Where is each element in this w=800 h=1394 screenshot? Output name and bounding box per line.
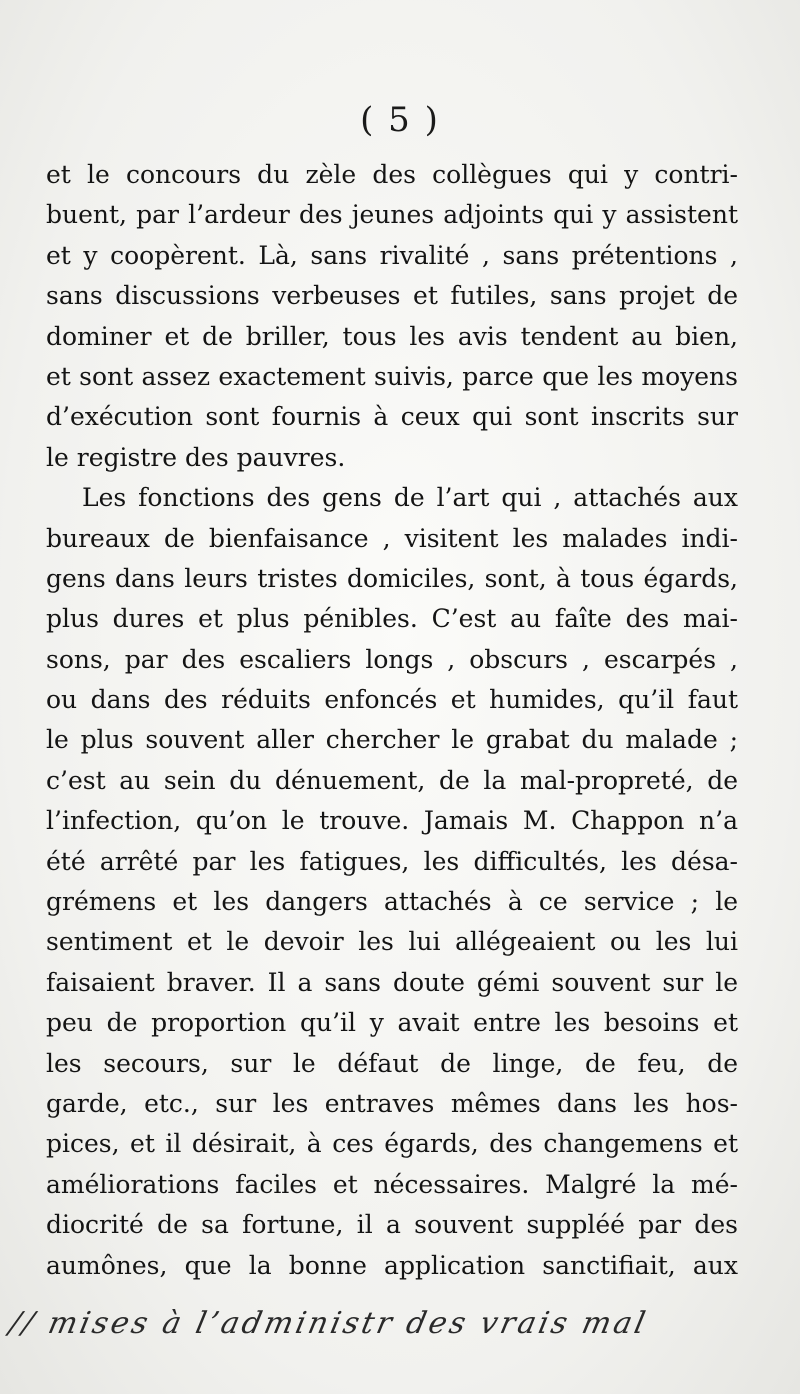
- text-line: et y coopèrent. Là, sans rivalité , sans prétentions ,: [46, 240, 738, 270]
- text-line: dominer et de briller, tous les avis tendent au bien,: [46, 321, 738, 351]
- text-line: le registre des pauvres.: [46, 442, 346, 472]
- text-line: l’infection, qu’on le trouve. Jamais M. Chappon n’a: [46, 806, 738, 836]
- page-number: ( 5 ): [360, 100, 440, 140]
- text-line: d’exécution sont fournis à ceux qui sont inscrits sur: [46, 402, 738, 432]
- text-line: les secours, sur le défaut de linge, de feu, de: [46, 1048, 738, 1078]
- text-line: sons, par des escaliers longs , obscurs , escarpés ,: [46, 644, 738, 674]
- text-line: grémens et les dangers attachés à ce service ; le: [46, 887, 738, 917]
- text-line: c’est au sein du dénuement, de la mal-propreté, de: [46, 765, 738, 795]
- text-line: diocrité de sa fortune, il a souvent suppléé par des: [46, 1210, 738, 1240]
- handwritten-note-text: // mises à l’administr des vrais mal: [6, 1306, 652, 1341]
- body-text: [46, 155, 738, 1286]
- text-line: Les fonctions des gens de l’art qui , attachés aux: [82, 483, 738, 513]
- text-line: et sont assez exactement suivis, parce que les moyens: [46, 361, 738, 391]
- text-line: plus dures et plus pénibles. C’est au faîte des mai-: [46, 604, 738, 634]
- text-line: bureaux de bienfaisance , visitent les malades indi-: [46, 523, 738, 553]
- text-line: et le concours du zèle des collègues qui y contri-: [46, 160, 738, 189]
- text-line: garde, etc., sur les entraves mêmes dans les hos-: [46, 1088, 738, 1118]
- handwritten-note: [0, 1296, 800, 1366]
- text-line: ou dans des réduits enfoncés et humides, qu’il faut: [46, 685, 738, 715]
- text-line: améliorations faciles et nécessaires. Malgré la mé-: [46, 1169, 738, 1199]
- text-line: peu de proportion qu’il y avait entre les besoins et: [46, 1008, 738, 1038]
- text-line: sans discussions verbeuses et futiles, sans projet de: [46, 281, 738, 311]
- text-line: faisaient braver. Il a sans doute gémi souvent sur le: [46, 967, 738, 997]
- text-line: sentiment et le devoir les lui allégeaient ou les lui: [46, 927, 738, 957]
- text-line: aumônes, que la bonne application sanctifiait, aux: [46, 1250, 738, 1280]
- text-line: gens dans leurs tristes domiciles, sont, à tous égards,: [46, 563, 738, 593]
- text-line: le plus souvent aller chercher le grabat du malade ;: [46, 725, 738, 755]
- text-line: buent, par l’ardeur des jeunes adjoints qui y assistent: [46, 200, 738, 230]
- text-line: pices, et il désirait, à ces égards, des changemens et: [46, 1129, 738, 1159]
- text-line: été arrêté par les fatigues, les difficultés, les désa-: [46, 846, 738, 876]
